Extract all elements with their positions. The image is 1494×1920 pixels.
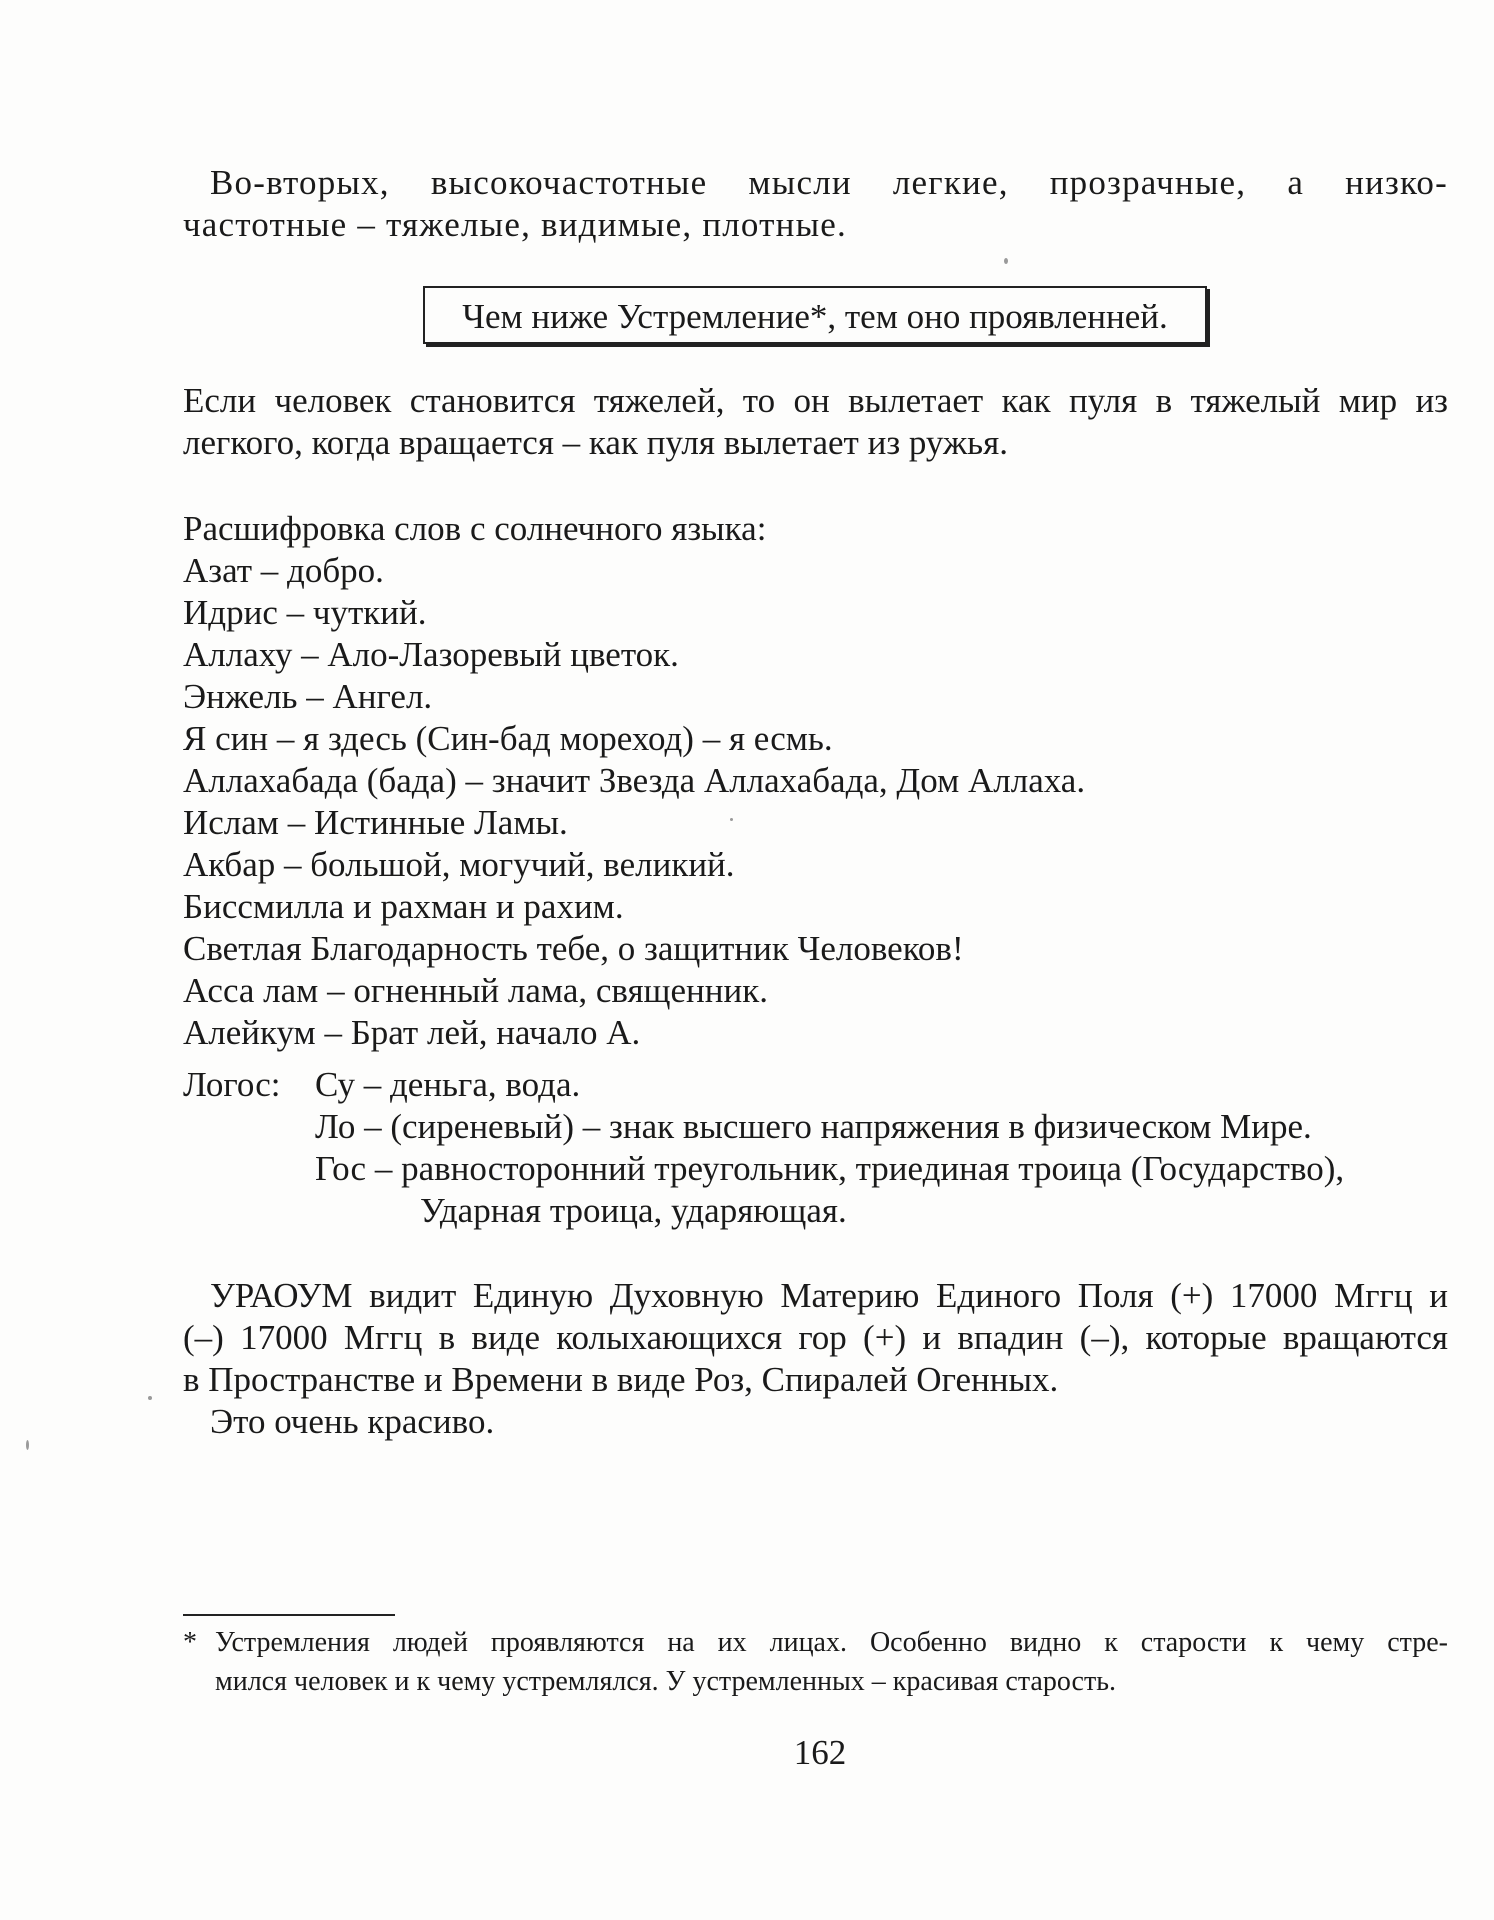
logos-lo: Ло – (сиреневый) – знак высшего напряжения в физическом Мире. <box>315 1107 1312 1146</box>
boxed-statement: Чем ниже Устремление*, тем оно проявленней. <box>423 286 1207 344</box>
paragraph-3-line-4: Это очень красиво. <box>210 1402 495 1441</box>
list-item: Аллахабада (бада) – значит Звезда Аллахабада, Дом Аллаха. <box>183 761 1086 800</box>
footnote <box>183 1623 1448 1701</box>
logos-gos: Гос – равносторонний треугольник, триединая троица (Государство), <box>315 1149 1345 1188</box>
paragraph-3-line-3: в Пространстве и Времени в виде Роз, Спиралей Огенных. <box>183 1360 1059 1399</box>
list-item: Аллаху – Ало-Лазоревый цветок. <box>183 635 679 674</box>
paragraph-2-line-1: Если человек становится тяжелей, то он вылетает как пуля в тяжелый мир из <box>183 381 1448 420</box>
list-item: Энжель – Ангел. <box>183 677 433 716</box>
list-item: Идрис – чуткий. <box>183 593 427 632</box>
paragraph-1-line-1: Во-вторых, высокочастотные мысли легкие, прозрачные, а низко- <box>210 163 1448 202</box>
list-item: Я син – я здесь (Син-бад мореход) – я есмь. <box>183 719 833 758</box>
scan-speck <box>1004 258 1008 264</box>
footnote-body <box>215 1623 1448 1701</box>
list-item: Акбар – большой, могучий, великий. <box>183 845 735 884</box>
list-item: Светлая Благодарность тебе, о защитник Человеков! <box>183 929 964 968</box>
list-item: Азат – добро. <box>183 551 384 590</box>
logos-label: Логос: <box>183 1065 281 1104</box>
footnote-divider <box>183 1614 395 1616</box>
decoding-list <box>183 508 1448 1054</box>
logos-row-su <box>183 1064 1448 1106</box>
paragraph-1 <box>183 162 1448 246</box>
footnote-line-1: Устремления людей проявляются на их лицах. Особенно видно к старости к чему стре- <box>215 1627 1448 1658</box>
list-heading: Расшифровка слов с солнечного языка: <box>183 509 767 548</box>
paragraph-3 <box>183 1275 1448 1443</box>
logos-block <box>183 1064 1448 1232</box>
logos-su: Су – деньга, вода. <box>315 1065 581 1104</box>
paragraph-1-line-2: частотные – тяжелые, видимые, плотные. <box>183 205 847 244</box>
scan-speck <box>730 818 733 821</box>
list-item: Биссмилла и рахман и рахим. <box>183 887 624 926</box>
page-number: 162 <box>793 1733 847 1772</box>
footnote-mark: * <box>183 1627 197 1658</box>
paragraph-3-line-1: УРАОУМ видит Единую Духовную Материю Единого Поля (+) 17000 Мггц и <box>210 1276 1448 1315</box>
paragraph-3-line-2: (–) 17000 Мггц в виде колыхающихся гор (+) и впадин (–), которые вращаются <box>183 1318 1448 1357</box>
paragraph-2-line-2: легкого, когда вращается – как пуля вылетает из ружья. <box>183 423 1008 462</box>
list-item: Ислам – Истинные Ламы. <box>183 803 568 842</box>
scan-speck <box>26 1440 29 1450</box>
footnote-line-2: мился человек и к чему устремлялся. У устремленных – красивая старость. <box>215 1666 1116 1697</box>
list-item: Асса лам – огненный лама, священник. <box>183 971 768 1010</box>
scan-speck <box>148 1396 152 1400</box>
logos-gos-continuation: Ударная троица, ударяющая. <box>420 1191 847 1230</box>
paragraph-2 <box>183 380 1448 464</box>
list-item: Алейкум – Брат лей, начало А. <box>183 1013 641 1052</box>
